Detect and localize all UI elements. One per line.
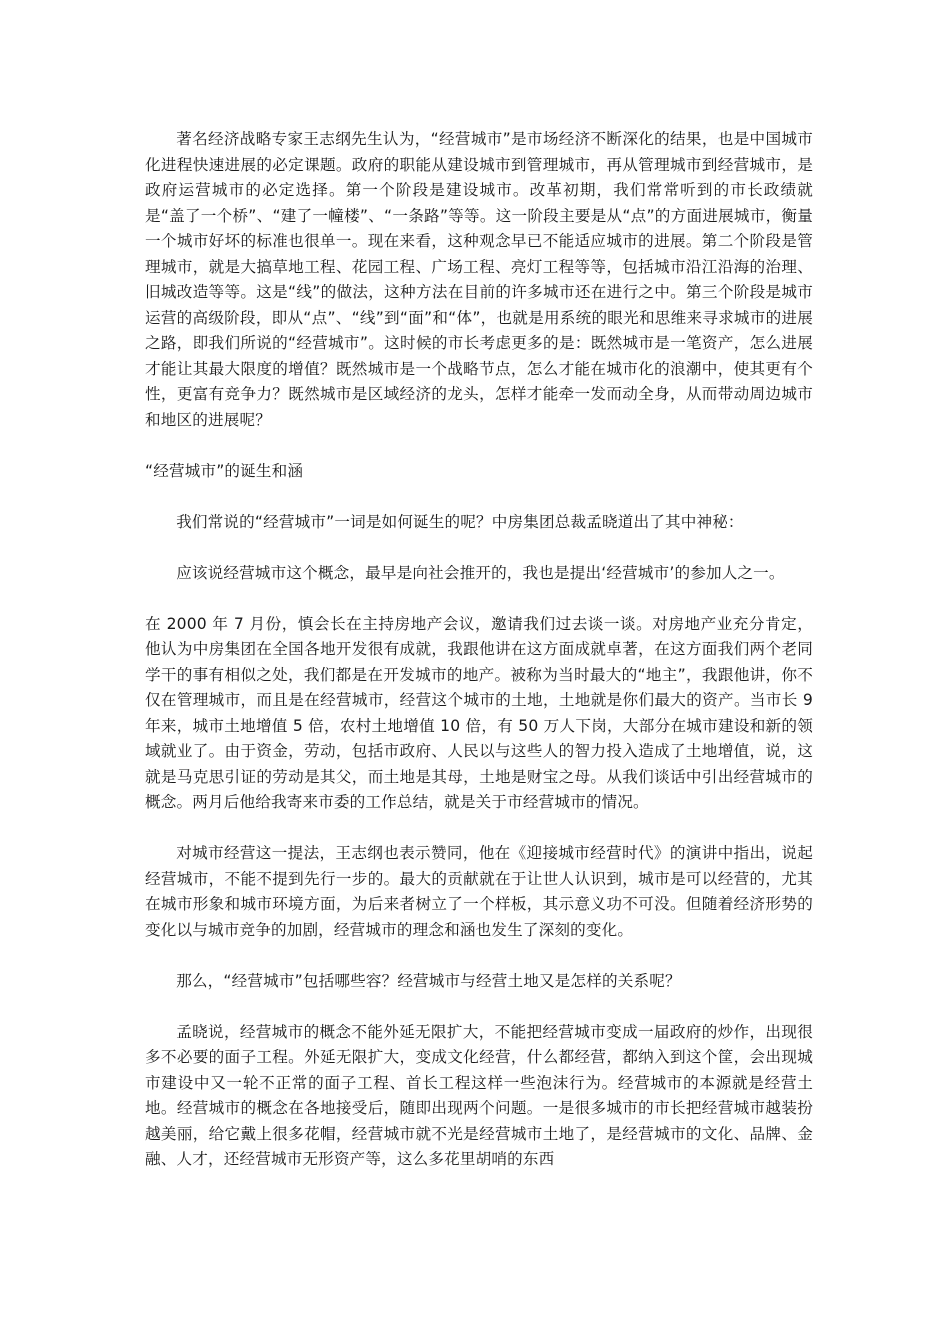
section-heading: “经营城市”的诞生和涵 [145,461,304,480]
paragraph-2000-meeting: 在 2000 年 7 月份，慎会长在主持房地产会议，邀请我们过去谈一谈。对房地产业充分肯定，他认为中房集团在全国各地开发很有成就，我跟他讲在这方面成就卓著，在这方面我们两个老同学干的事有相似之处，我们都是在开发城市的地产。被称为当时最大的“地主”，我跟他讲，你不仅在管理城市，而且是在经营城市，经营这个城市的土地，土地就是你们最大的资产。当市长 9 年来，城市土地增值 5 倍，农村土地增值 10 倍，有 50 万人下岗，大部分在城市建设和新的领域就业了。由于资金，劳动，包括市政府、人民以与这些人的智力投入造成了土地增值，说，这就是马克思引证的劳动是其父，而土地是其母，土地是财宝之母。从我们谈话中引出经营城市的概念。两月后他给我寄来市委的工作总结，就是关于市经营城市的情况。 [145,614,813,811]
document-page [145,127,813,1198]
paragraph-meng-view: 孟晓说，经营城市的概念不能外延无限扩大，不能把经营城市变成一届政府的炒作，出现很多不必要的面子工程。外延无限扩大，变成文化经营，什么都经营，都纳入到这个筐，会出现城市建设中又一轮不正常的面子工程、首长工程这样一些泡沫行为。经营城市的本源就是经营土地。经营城市的概念在各地接受后，随即出现两个问题。一是很多城市的市长把经营城市越装扮越美丽，给它戴上很多花帽，经营城市就不光是经营城市土地了，是经营城市的文化、品牌、金融、人才，还经营城市无形资产等，这么多花里胡哨的东西 [145,1022,813,1168]
paragraph-wang-opinion: 对城市经营这一提法，王志纲也表示赞同，他在《迎接城市经营时代》的演讲中指出，说起经营城市，不能不提到先行一步的。最大的贡献就在于让世人认识到，城市是可以经营的，尤其在城市形象和城市环境方面，为后来者树立了一个样板，其示意义功不可没。但随着经济形势的变化以与城市竞争的加剧，经营城市的理念和涵也发生了深刻的变化。 [145,844,813,939]
paragraph-intro: 著名经济战略专家王志纲先生认为，“经营城市”是市场经济不断深化的结果，也是中国城市化进程快速进展的必定课题。政府的职能从建设城市到管理城市，再从管理城市到经营城市，是政府运营城市的必定选择。第一个阶段是建设城市。改革初期，我们常常听到的市长政绩就是“盖了一个桥”、“建了一幢楼”、“一条路”等等。这一阶段主要是从“点”的方面进展城市，衡量一个城市好坏的标准也很单一。现在来看，这种观念早已不能适应城市的进展。第二个阶段是管理城市，就是大搞草地工程、花园工程、广场工程、亮灯工程等等，包括城市沿江沿海的治理、旧城改造等等。这是“线”的做法，这种方法在目前的许多城市还在进行之中。第三个阶段是城市运营的高级阶段，即从“点”、“线”到“面”和“体”，也就是用系统的眼光和思维来寻求城市的进展之路，即我们所说的“经营城市”。这时候的市长考虑更多的是：既然城市是一笔资产，怎么进展才能让其最大限度的增值？既然城市是一个战略节点，怎么才能在城市化的浪潮中，使其更有个性，更富有竞争力？既然城市是区域经济的龙头，怎样才能牵一发而动全身，从而带动周边城市和地区的进展呢？ [145,130,813,429]
paragraph-quote-start: 应该说经营城市这个概念，最早是向社会推开的，我也是提出‘经营城市’的参加人之一。 [176,563,785,582]
paragraph-origin-question: 我们常说的“经营城市”一词是如何诞生的呢？中房集团总裁孟晓道出了其中神秘： [176,512,744,531]
paragraph-question: 那么，“经营城市”包括哪些容？经营城市与经营土地又是怎样的关系呢？ [176,971,681,990]
